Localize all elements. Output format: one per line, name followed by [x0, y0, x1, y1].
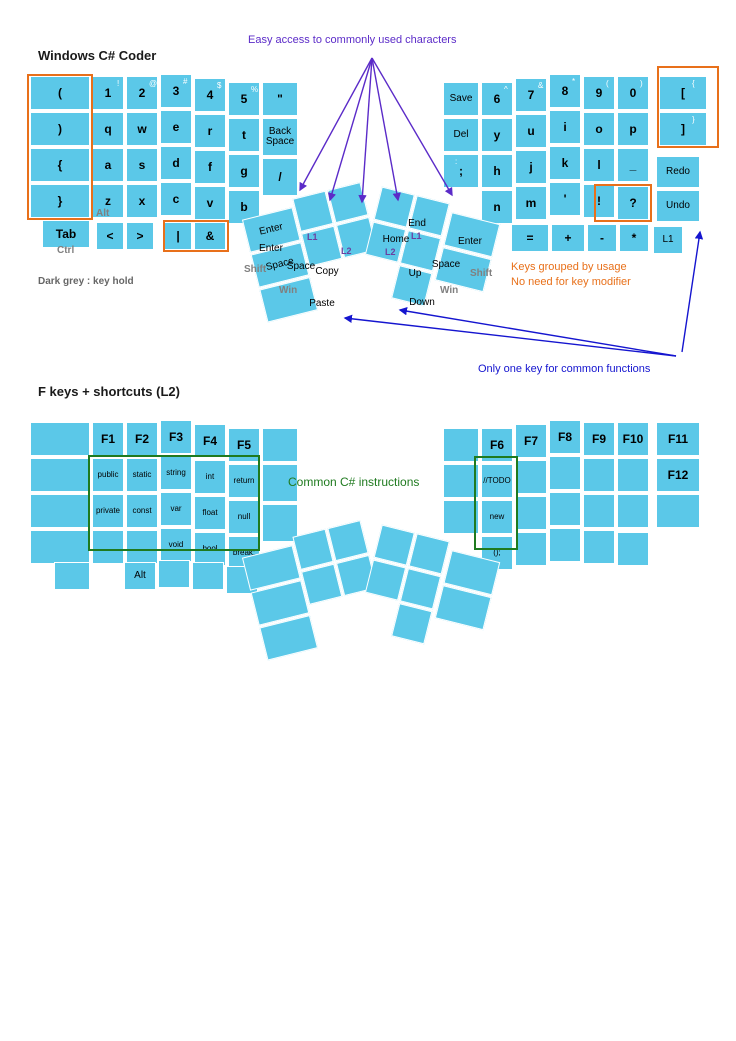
key-right-plus[interactable]: + [551, 224, 585, 252]
key-right-r1-c3[interactable]: 7 [515, 78, 547, 112]
key-left-r3-c2[interactable]: a [92, 148, 124, 182]
key-l2-right-r4-c2[interactable] [515, 532, 547, 566]
key-left-r1-c6[interactable]: 5 [228, 82, 260, 116]
key-l2-left-r5-c1[interactable] [54, 562, 90, 590]
key-l2-left-f4[interactable]: F4 [194, 424, 226, 458]
key-right-r3-c2[interactable]: h [481, 154, 513, 188]
key-l2-left-const[interactable]: const [126, 494, 158, 528]
key-left-r4-c2[interactable]: z [92, 184, 124, 218]
key-l2-left-r5-c3[interactable] [158, 560, 190, 588]
ghost-right-r1-c4: * [572, 77, 576, 86]
key-right-r4-c2[interactable]: m [515, 186, 547, 220]
label-right-enter: Enter [458, 235, 482, 247]
key-left-thumb-blank2[interactable] [327, 182, 368, 223]
key-l2-left-private[interactable]: private [92, 494, 124, 528]
label-left-copy: Copy [315, 265, 339, 277]
key-left-gt[interactable]: > [126, 222, 154, 250]
key-l2-left-thumb3[interactable] [327, 520, 368, 561]
highlight-left-pipe-amp [163, 220, 229, 252]
key-l2-right-f7[interactable]: F7 [515, 424, 547, 458]
key-left-r3-c5[interactable]: f [194, 150, 226, 184]
key-l2-left-r5-c4[interactable] [192, 562, 224, 590]
key-right-r2-c5[interactable]: o [583, 112, 615, 146]
label-left-space: Space [286, 260, 316, 272]
key-right-underscore[interactable]: _ [617, 148, 649, 182]
key-l2-left-null[interactable]: null [228, 500, 260, 534]
key-l2-left-r3-c1[interactable] [30, 494, 90, 528]
key-left-r1-c2[interactable]: 1 [92, 76, 124, 110]
layer-label-right-l1: L1 [411, 231, 422, 241]
key-l2-right-r3-c4[interactable] [549, 492, 581, 526]
highlight-right-csharp-instructions [474, 456, 518, 550]
key-right-save[interactable]: Save [443, 82, 479, 116]
key-right-asterisk[interactable]: * [619, 224, 649, 252]
key-right-r1-c6[interactable]: 0 [617, 76, 649, 110]
key-left-r2-c4[interactable]: e [160, 110, 192, 144]
key-right-r1-c5[interactable]: 9 [583, 76, 615, 110]
ghost-left-r1-c5: $ [217, 81, 222, 90]
key-l2-left-r1-c7[interactable] [262, 428, 298, 462]
key-left-r2-c6[interactable]: t [228, 118, 260, 152]
key-right-r3-c3[interactable]: j [515, 150, 547, 184]
key-left-lt[interactable]: < [96, 222, 124, 250]
key-l2-right-f12[interactable]: F12 [656, 458, 700, 492]
key-l2-right-thumb1[interactable] [374, 525, 415, 566]
key-right-r2-c2[interactable]: y [481, 118, 513, 152]
key-l2-right-r3-c3[interactable] [515, 496, 547, 530]
hold-label-left-shift: Shift [244, 264, 267, 275]
key-left-r4-c5[interactable]: v [194, 186, 226, 220]
ghost-left-r1-c2: ! [117, 79, 120, 88]
key-l2-left-void[interactable]: void [160, 528, 192, 562]
key-right-r3-c4[interactable]: k [549, 146, 581, 180]
key-right-apostrophe[interactable]: ' [549, 182, 581, 216]
key-l2-left-break[interactable]: break; [228, 536, 260, 570]
key-left-slash[interactable]: / [262, 158, 298, 196]
key-right-equals[interactable]: = [511, 224, 549, 252]
key-l2-right-f8[interactable]: F8 [549, 420, 581, 454]
ghost-left-r1-c3: @ [149, 79, 158, 88]
ghost-right-bracket-close: } [692, 115, 695, 124]
key-right-del[interactable]: Del [443, 118, 479, 152]
key-left-r4-c6[interactable]: b [228, 190, 260, 224]
key-right-l1[interactable]: L1 [653, 226, 683, 254]
layer-label-left-l1: L1 [307, 232, 318, 242]
ghost-right-semicolon: : [455, 157, 458, 166]
key-left-r3-c1[interactable]: { [30, 148, 90, 182]
note-one-key-common: Only one key for common functions [478, 363, 651, 375]
key-left-r3-c6[interactable]: g [228, 154, 260, 188]
key-right-redo[interactable]: Redo [656, 156, 700, 188]
key-left-r2-c1[interactable]: ) [30, 112, 90, 146]
note-keys-grouped-line1: Keys grouped by usage [511, 261, 627, 273]
key-right-semicolon[interactable]: ; [443, 154, 479, 188]
key-left-r4-c3[interactable]: x [126, 184, 158, 218]
note-easy-access: Easy access to commonly used characters [248, 34, 457, 46]
key-right-r3-c5[interactable]: l [583, 148, 615, 182]
key-l2-left-static[interactable]: static [126, 458, 158, 492]
key-l2-left-f5[interactable]: F5 [228, 428, 260, 462]
key-l2-right-f9[interactable]: F9 [583, 422, 615, 456]
hold-label-ctrl: Ctrl [57, 245, 75, 256]
label-right-end: End [408, 217, 426, 229]
key-l2-right-r4-c5[interactable] [617, 532, 649, 566]
key-l2-left-var[interactable]: var [160, 492, 192, 526]
key-left-thumb-enter[interactable]: Enter [242, 207, 301, 253]
label-right-up: Up [408, 267, 422, 279]
note-keys-grouped-line2: No need for key modifier [511, 275, 631, 288]
key-l2-right-r3-c7[interactable] [656, 494, 700, 528]
highlight-left-parens [27, 74, 93, 220]
highlight-right-exclaim-question [594, 184, 652, 222]
label-left-paste: Paste [309, 297, 335, 309]
key-l2-right-parens[interactable]: (); [481, 536, 513, 570]
key-l2-left-f3[interactable]: F3 [160, 420, 192, 454]
key-l2-right-f11[interactable]: F11 [656, 422, 700, 456]
hold-label-left-win: Win [279, 285, 298, 296]
key-left-pipe[interactable]: | [164, 222, 192, 250]
ghost-left-r1-c4: # [183, 77, 188, 86]
key-l2-left-public[interactable]: public [92, 458, 124, 492]
note-dark-grey-hold: Dark grey : key hold [38, 276, 134, 287]
key-l2-left-string[interactable]: string [160, 456, 192, 490]
key-left-thumb-blank1[interactable] [292, 191, 333, 232]
key-l2-right-thumb5[interactable] [400, 568, 441, 609]
key-left-r4-c1[interactable]: } [30, 184, 90, 218]
key-l2-left-float[interactable]: float [194, 496, 226, 530]
key-l2-right-todo[interactable]: //TODO [481, 464, 513, 498]
key-left-r1-c1[interactable]: ( [30, 76, 90, 110]
ghost-right-r1-c6: ) [640, 79, 643, 88]
key-l2-left-r2-c1[interactable] [30, 458, 90, 492]
key-left-amp[interactable]: & [194, 222, 226, 250]
key-left-r1-c5[interactable]: 4 [194, 78, 226, 112]
ghost-right-bracket-open: { [692, 79, 695, 88]
label-right-down: Down [409, 296, 435, 308]
hold-label-right-shift: Shift [470, 268, 493, 279]
highlight-left-csharp-instructions [88, 455, 260, 551]
key-right-r1-c4[interactable]: 8 [549, 74, 581, 108]
key-left-tab[interactable]: Tab [42, 220, 90, 248]
key-left-r2-c3[interactable]: w [126, 112, 158, 146]
key-l2-left-int[interactable]: int [194, 460, 226, 494]
key-l2-right-r2-c4[interactable] [549, 456, 581, 490]
ghost-right-r1-c2: ^ [504, 85, 508, 94]
key-l2-right-thumb7[interactable] [391, 603, 432, 644]
layer-label-right-l2: L2 [385, 247, 396, 257]
key-l2-left-thumb2[interactable] [292, 529, 333, 570]
key-l2-left-r4-c1[interactable] [30, 530, 90, 564]
key-l2-right-new[interactable]: new [481, 500, 513, 534]
key-l2-left-f2[interactable]: F2 [126, 422, 158, 456]
note-keys-grouped [511, 260, 721, 290]
key-left-r1-c4[interactable]: 3 [160, 74, 192, 108]
key-left-r2-c2[interactable]: q [92, 112, 124, 146]
section-title-windows-csharp-coder: Windows C# Coder [38, 48, 157, 63]
key-left-r4-c4[interactable]: c [160, 182, 192, 216]
key-right-minus[interactable]: - [587, 224, 617, 252]
key-right-r2-c6[interactable]: p [617, 112, 649, 146]
key-l2-right-f6[interactable]: F6 [481, 428, 513, 462]
section-title-fkeys-shortcuts: F keys + shortcuts (L2) [38, 384, 180, 399]
label-left-enter: Enter [259, 242, 283, 254]
key-right-exclaim[interactable]: ! [583, 184, 615, 218]
key-right-bracket-close[interactable]: ] [659, 112, 707, 146]
key-right-bracket-open[interactable]: [ [659, 76, 707, 110]
ghost-right-r1-c3: & [538, 81, 544, 90]
key-left-r3-c3[interactable]: s [126, 148, 158, 182]
key-l2-right-thumb4[interactable] [365, 559, 406, 600]
key-left-r1-c7[interactable]: " [262, 82, 298, 116]
key-left-r2-c5[interactable]: r [194, 114, 226, 148]
key-left-thumb-space[interactable]: Space [251, 242, 310, 288]
key-right-question[interactable]: ? [617, 186, 649, 220]
key-l2-right-thumb2[interactable] [409, 533, 450, 574]
key-l2-left-f1[interactable]: F1 [92, 422, 124, 456]
key-right-r1-c2[interactable]: 6 [481, 82, 513, 116]
label-right-home: Home [382, 233, 410, 245]
key-l2-left-alt[interactable]: Alt [124, 562, 156, 590]
key-l2-right-r2-c3[interactable] [515, 460, 547, 494]
layer-label-left-l2: L2 [341, 246, 352, 256]
key-l2-right-r2-c5[interactable] [583, 458, 615, 492]
note-common-csharp: Common C# instructions [288, 475, 420, 489]
key-l2-right-r3-c6[interactable] [617, 494, 649, 528]
key-l2-left-bool[interactable]: bool [194, 532, 226, 566]
key-l2-left-r1-c1[interactable] [30, 422, 90, 456]
key-l2-left-return[interactable]: return [228, 464, 260, 498]
hold-label-right-win: Win [440, 285, 459, 296]
key-l2-right-r4-c3[interactable] [549, 528, 581, 562]
ghost-left-r1-c6: % [251, 85, 259, 94]
key-right-r2-c4[interactable]: i [549, 110, 581, 144]
key-l2-right-r4-c4[interactable] [583, 530, 615, 564]
key-l2-right-r3-c5[interactable] [583, 494, 615, 528]
key-l2-left-thumb5[interactable] [301, 564, 342, 605]
key-l2-right-f10[interactable]: F10 [617, 422, 649, 456]
key-right-r2-c3[interactable]: u [515, 114, 547, 148]
key-l2-right-r2-c6[interactable] [617, 458, 649, 492]
key-right-r4-c1[interactable]: n [481, 190, 513, 224]
ghost-right-r1-c5: ( [606, 79, 609, 88]
key-right-undo[interactable]: Undo [656, 190, 700, 222]
key-left-backspace[interactable]: Back Space [262, 118, 298, 156]
label-right-space: Space [431, 258, 461, 270]
hold-label-alt: Alt [96, 208, 110, 219]
highlight-right-brackets [657, 66, 719, 148]
key-left-r3-c4[interactable]: d [160, 146, 192, 180]
key-left-r1-c3[interactable]: 2 [126, 76, 158, 110]
